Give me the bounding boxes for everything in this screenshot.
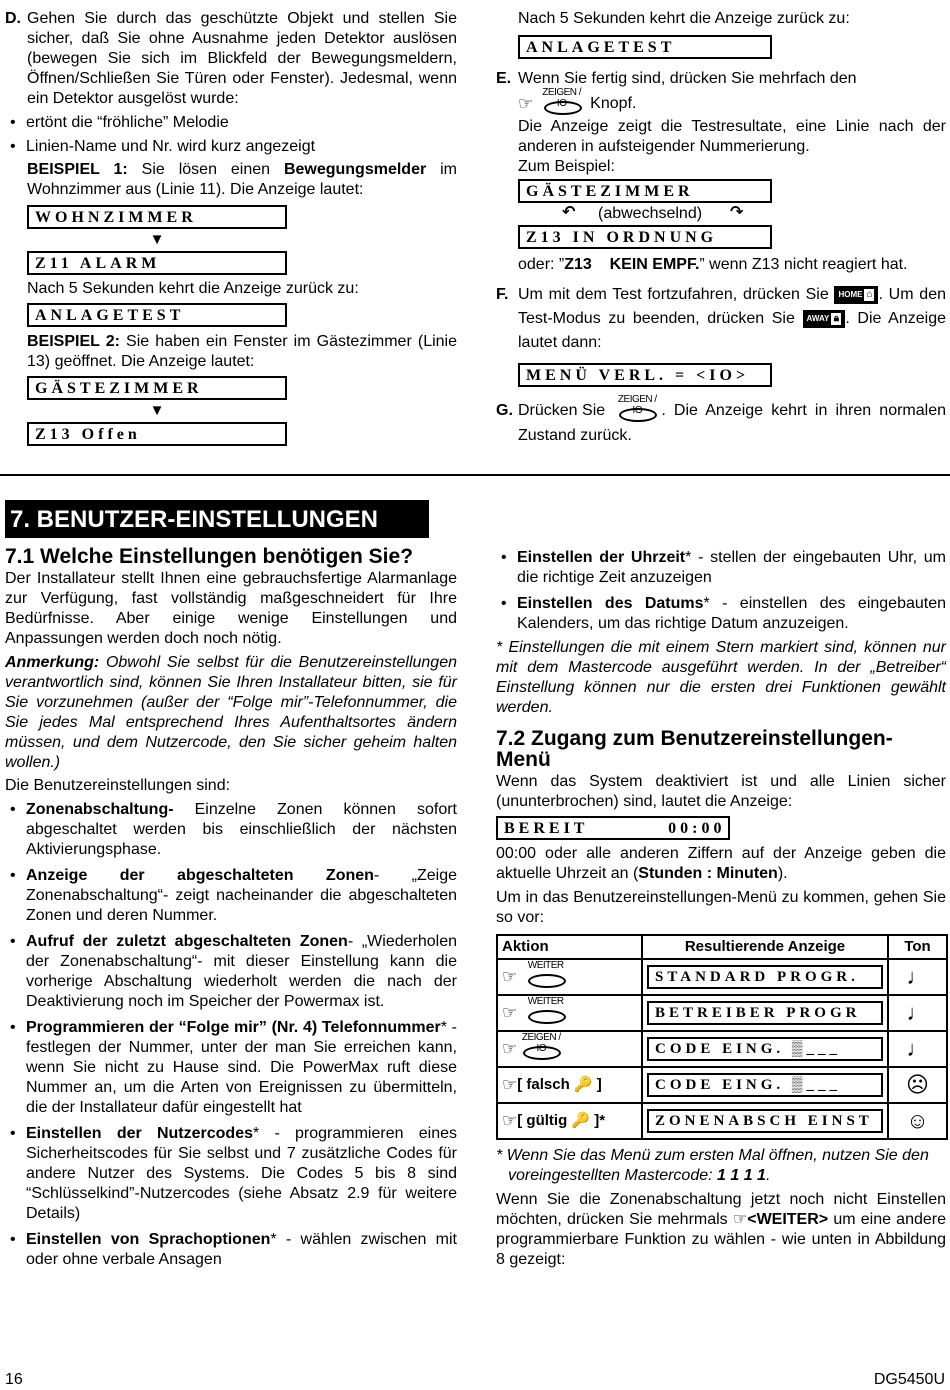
paragraph: oder: ”Z13 KEIN EMPF.” wenn Z13 nicht reagiert hat.	[518, 256, 908, 273]
lcd-display: BEREIT 00:00	[496, 816, 730, 840]
next-button[interactable]: WEITER	[522, 962, 570, 992]
paragraph: Zum Beispiel:	[518, 158, 615, 175]
next-button[interactable]: WEITER	[522, 998, 570, 1028]
pointing-hand-icon: ☞	[502, 1075, 518, 1095]
lcd-display: ZONENABSCH EINST	[647, 1109, 883, 1133]
quarter-note-icon: ♩	[888, 959, 947, 995]
arrow-down-icon: ▼	[149, 231, 165, 248]
lcd-display: BETREIBER PROGR	[647, 1001, 883, 1025]
pointing-hand-icon: ☞	[502, 1003, 518, 1022]
list-item: • Anzeige der abgeschalteten Zonen- „Zeige Zonenabschaltung“- zeigt nacheinander die abgeschalteten Zonen und deren Nummer.	[10, 867, 457, 924]
house-icon: ⌂	[866, 288, 873, 300]
lcd-display: ANLAGETEST	[518, 35, 772, 59]
section-title: 7. BENUTZER-EINSTELLUNGEN	[5, 500, 429, 538]
action-table	[496, 934, 948, 1140]
paragraph: Die Benutzereinstellungen sind:	[5, 777, 231, 794]
paragraph: Um in das Benutzereinstellungen-Menü zu kommen, gehen Sie so vor:	[496, 889, 946, 926]
example-2: BEISPIEL 2: Sie haben ein Fenster im Gästezimmer (Linie 13) geöffnet. Die Anzeige lautet:	[27, 333, 458, 370]
bottom-left-column	[5, 546, 457, 1270]
lock-icon: 🔒︎	[831, 313, 841, 325]
list-item: • ertönt die “fröhliche” Melodie	[10, 114, 229, 131]
list-item: • Aufruf der zuletzt abgeschalteten Zonen- „Wiederholen der Zonenabschaltung“- mit dieser Einstellung kann die vorherige Abschaltung wiederholt werden die nach der Deaktivierung noch im Speicher der Powermax ist.	[10, 933, 457, 1010]
lcd-display: WOHNZIMMER	[27, 205, 287, 229]
arrow-down-icon: ▼	[149, 402, 165, 419]
list-item: • Linien-Name und Nr. wird kurz angezeigt	[10, 138, 316, 155]
quarter-note-icon: ♩	[888, 995, 947, 1031]
lcd-display: CODE EING. ▒___	[647, 1037, 883, 1061]
table-row: ☞[ gültig 🔑 ]* ZONENABSCH EINST ☺	[497, 1103, 947, 1139]
paragraph: Nach 5 Sekunden kehrt die Anzeige zurück zu:	[518, 10, 850, 27]
lcd-display: Z13 IN ORDNUNG	[518, 225, 772, 249]
list-item: • Einstellen der Nutzercodes* - programmieren eines Sicherheitscodes für Sie selbst und 7 zusätzliche Codes für andere Nutzer des Systems. Die Codes 5 bis 8 sind “Schlüsselkind”-Nutzercodes (siehe Absatz 2.9 für weitere Details)	[10, 1125, 457, 1222]
show-button[interactable]: ZEIGEN / IO	[538, 89, 586, 119]
step-g: G. Drücken Sie ZEIGEN / IO . Die Anzeige kehrt in ihren normalen Zustand zurück.	[496, 393, 946, 444]
pointing-hand-icon: ☞	[518, 94, 534, 113]
curve-arrow-left-icon: ↶	[562, 204, 576, 221]
step-label: D.	[5, 10, 21, 27]
pointing-hand-icon: ☞	[502, 967, 518, 986]
table-row	[497, 959, 947, 995]
show-button-line: ☞ ZEIGEN / IO Knopf.	[518, 89, 946, 117]
heading-7-1: 7.1 Welche Einstellungen benötigen Sie?	[5, 545, 414, 568]
list-item: • Zonenabschaltung- Einzelne Zonen können sofort abgeschaltet werden bis einschließlich der nächsten Aktivierungsphase.	[10, 801, 457, 858]
divider	[0, 474, 950, 476]
lcd-display: MENÜ VERL. = <IO>	[518, 363, 772, 387]
home-button[interactable]: HOME ⌂	[834, 286, 878, 304]
list-item: • Programmieren der “Folge mir” (Nr. 4) Telefonnummer* - festlegen der Nummer, unter der man Sie erreichen kann, wenn Sie nicht zu Hause sind. Die PowerMax ruft diese Nummer an, um die Arten von Ereignissen zu übermitteln, die der Installateur dafür eingestellt hat	[10, 1019, 458, 1116]
table-row: ☞[ falsch 🔑 ] CODE EING. ▒___ ☹	[497, 1067, 947, 1103]
step-d	[5, 9, 457, 109]
paragraph: Wenn das System deaktiviert ist und alle Linien sicher (ununterbrochen) sind, lautet die Anzeige:	[496, 773, 946, 810]
paragraph: Der Installateur stellt Ihnen eine gebrauchsfertige Alarmanlage zur Verfügung, fast vollständig maßgeschneidert für Ihre Bedürfnisse. Aber einige wenige Einstellungen und Anpassungen werden doch noch nötig.	[5, 570, 457, 647]
paragraph: Die Anzeige zeigt die Testresultate, eine Linie nach der anderen in aufsteigender Nummerierung.	[518, 118, 946, 155]
paragraph: 00:00 oder alle anderen Ziffern auf der Anzeige geben die aktuelle Uhrzeit an (Stunden : Minuten).	[496, 845, 946, 882]
lcd-display: ANLAGETEST	[27, 303, 287, 327]
heading-7-2: 7.2 Zugang zum Benutzereinstellungen-Menü	[496, 727, 893, 771]
paragraph: Nach 5 Sekunden kehrt die Anzeige zurück zu:	[27, 280, 359, 297]
step-f: F. Um mit dem Test fortzufahren, drücken Sie HOME ⌂ . Um den Test-Modus zu beenden, drücken Sie AWAY 🔒︎ . Die Anzeige lautet dann:	[496, 286, 947, 351]
show-button[interactable]: ZEIGEN / IO	[517, 1034, 565, 1064]
bottom-right-column	[496, 548, 946, 1270]
lcd-display: STANDARD PROGR.	[647, 965, 883, 989]
show-button[interactable]: ZEIGEN / IO	[613, 396, 661, 426]
alternating-indicator: ↶ (abwechselnd) ↷	[562, 204, 744, 222]
step-text: Gehen Sie durch das geschützte Objekt und stellen Sie sicher, daß Sie ohne Ausnahme jeden Detektor auslösen (bewegen Sie sich im Blickfeld der Bewegungsmeldern, Öffnen/Schließen Sie Türen oder Fenster). Jedesmal, wenn ein Detektor ausgelöst wurde:	[27, 10, 457, 107]
step-e: E. Wenn Sie fertig sind, drücken Sie mehrfach den	[496, 70, 857, 87]
page-number: 16	[5, 1371, 23, 1388]
curve-arrow-right-icon: ↷	[730, 204, 744, 221]
table-header-row: Aktion Resultierende Anzeige Ton	[497, 935, 947, 959]
pointing-hand-icon: ☞	[502, 1039, 518, 1058]
sad-face-icon: ☹	[888, 1067, 947, 1103]
star-note: * Einstellungen die mit einem Stern markiert sind, können nur mit dem Mastercode ausgeführt werden. In der „Betreiber“ Einstellung können nur die ersten drei Funktionen gewählt werden.	[496, 639, 946, 716]
quarter-note-icon: ♩	[888, 1031, 947, 1067]
note: Anmerkung: Obwohl Sie selbst für die Benutzereinstellungen verantwortlich sind, können Sie Ihren Installateur bitten, sie für Sie vorzunehmen (außer der “Folge mir”-Telefonnummer, die Sie jedes Mal entsprechend Ihres Aufenthaltsortes ändern müssen, und dem Nutzercode, den Sie sicher geheim halten wollen.)	[5, 654, 457, 771]
list-item: • Einstellen der Uhrzeit* - stellen der eingebauten Uhr, um die richtige Zeit anzuzeigen	[501, 549, 947, 586]
list-item: • Einstellen von Sprachoptionen* - wählen zwischen mit oder ohne verbale Ansagen	[10, 1231, 457, 1268]
example-1: BEISPIEL 1: Sie lösen einen Bewegungsmelder im Wohnzimmer aus (Linie 11). Die Anzeige lautet:	[27, 161, 457, 198]
table-row	[497, 995, 947, 1031]
lcd-display: GÄSTEZIMMER	[27, 376, 287, 400]
lcd-display: CODE EING. ▒___	[647, 1073, 883, 1097]
lcd-display: GÄSTEZIMMER	[518, 179, 772, 203]
lcd-display: Z13 Offen	[27, 422, 287, 446]
lcd-display: Z11 ALARM	[27, 251, 287, 275]
away-button[interactable]: AWAY 🔒︎	[803, 310, 846, 328]
document-code: DG5450U	[873, 1371, 945, 1388]
paragraph: Wenn Sie die Zonenabschaltung jetzt noch nicht Einstellen möchten, drücken Sie mehrmals ☞<WEITER> um eine andere programmierbare Funktion zu wählen - wie unten in Abbildung 8 gezeigt:	[496, 1191, 947, 1268]
table-row	[497, 1031, 947, 1067]
top-left-column	[5, 9, 457, 446]
table-note: * Wenn Sie das Menü zum ersten Mal öffnen, nutzen Sie den voreingestellten Mastercode: 1 1 1 1.	[496, 1147, 929, 1184]
list-item: • Einstellen des Datums* - einstellen des eingebauten Kalenders, um das richtige Datum anzuzeigen.	[501, 595, 947, 632]
top-right-column	[496, 9, 946, 446]
happy-face-icon: ☺	[888, 1103, 947, 1139]
pointing-hand-icon: ☞	[502, 1111, 518, 1131]
